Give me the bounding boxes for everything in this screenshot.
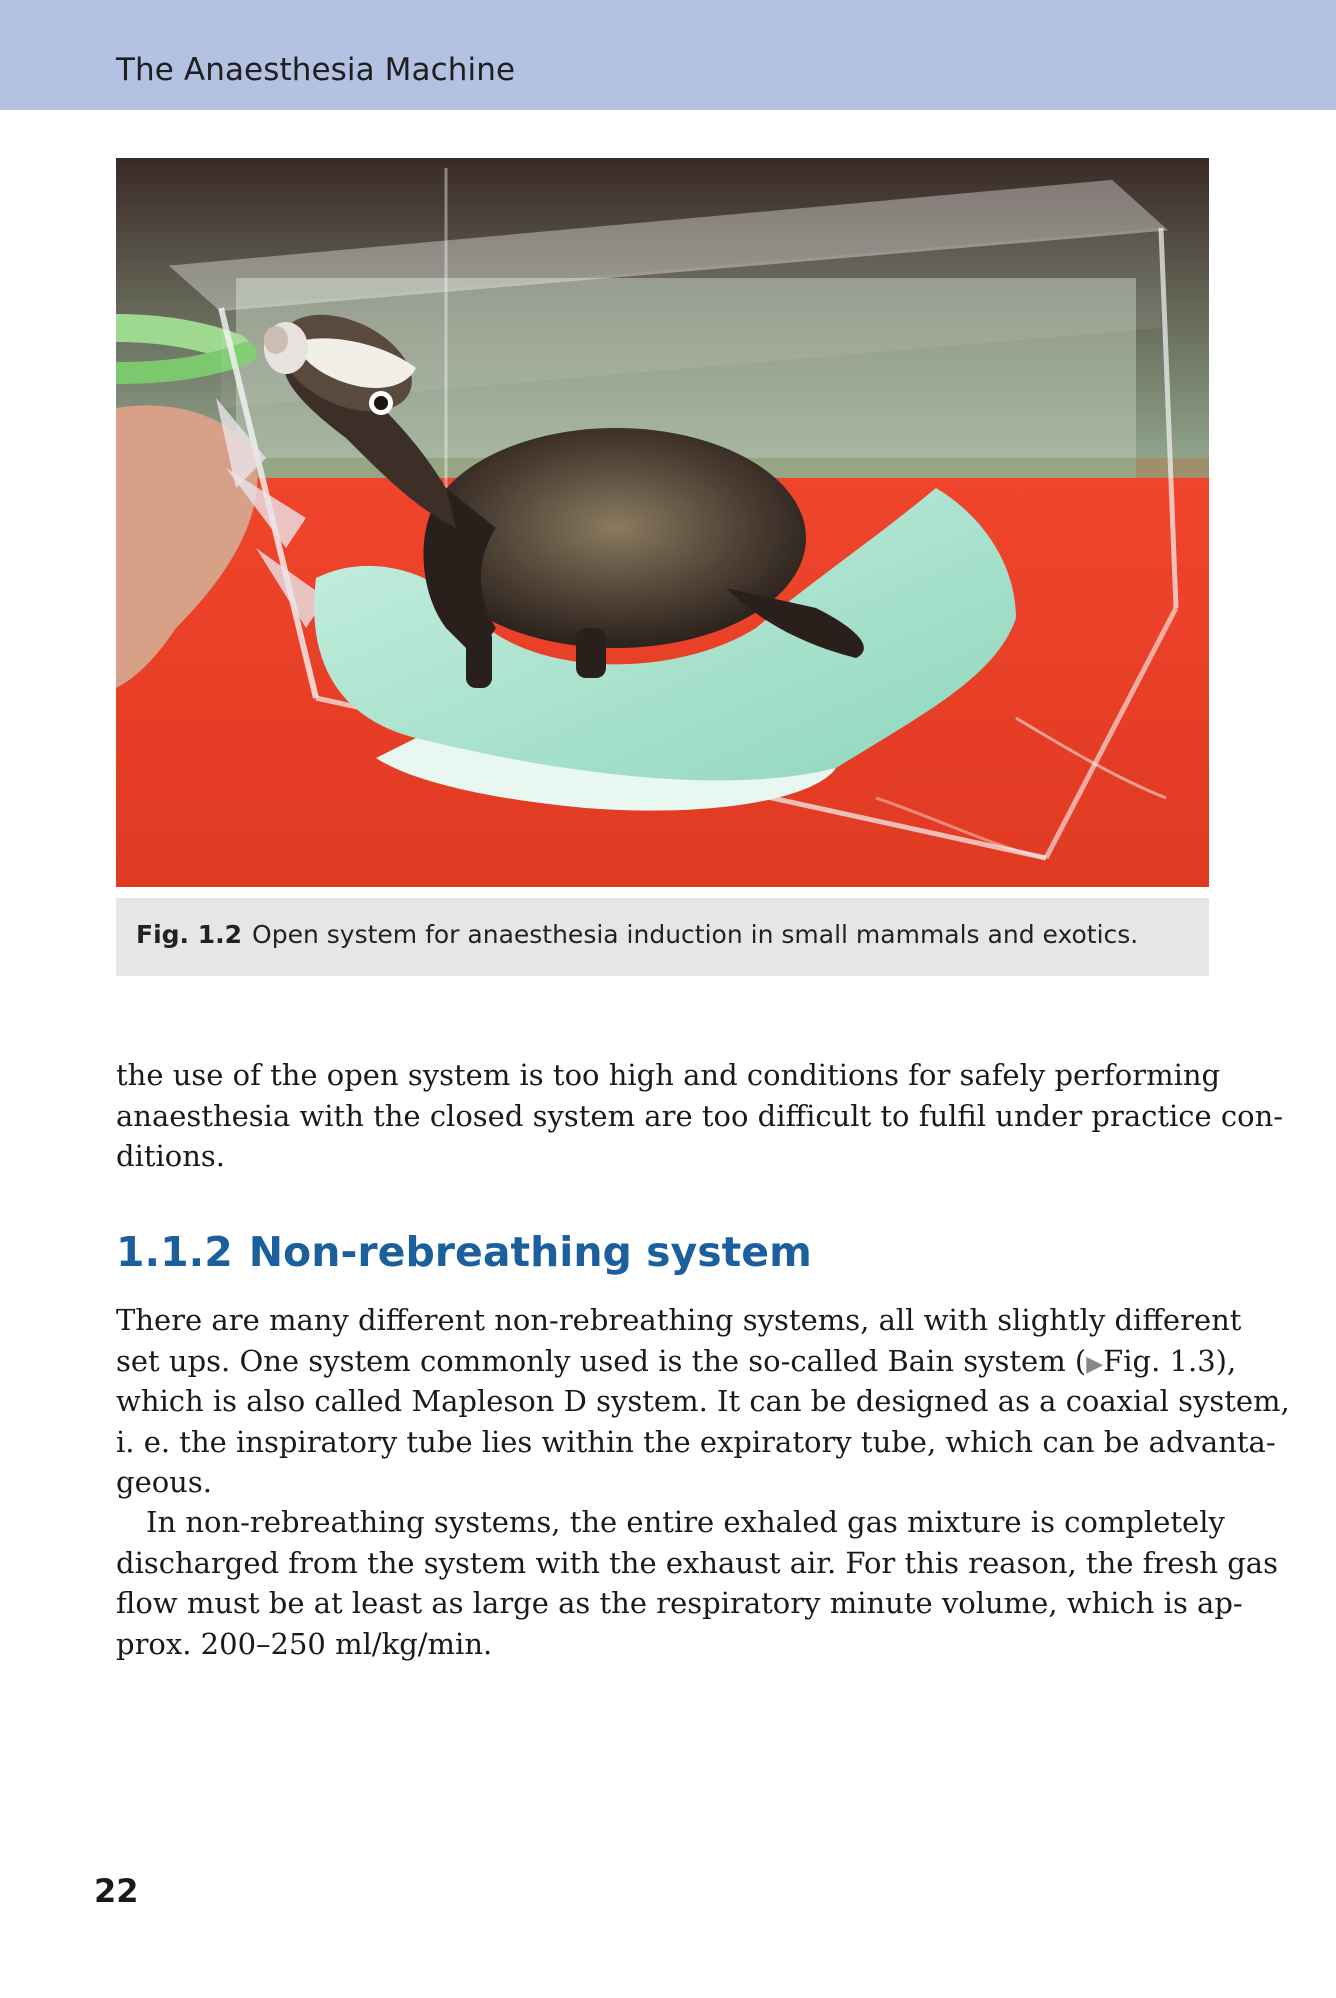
- figure-photo: [116, 158, 1209, 887]
- text-line: There are many different non-rebreathing systems, all with slightly different: [116, 1303, 1242, 1337]
- paragraph-fresh-gas-flow: [116, 1502, 1278, 1664]
- text-line: In non-rebreathing systems, the entire exhaled gas mixture is completely: [146, 1505, 1225, 1539]
- text-line: ditions.: [116, 1139, 226, 1173]
- text-line: the use of the open system is too high and conditions for safely performing: [116, 1058, 1221, 1092]
- cross-reference-arrow-icon: ▶: [1086, 1351, 1104, 1377]
- text-segment: set ups. One system commonly used is the so-called Bain system (: [116, 1343, 1087, 1378]
- running-header: [0, 0, 1336, 110]
- paragraph-bain-system: [116, 1300, 1290, 1503]
- section-number: 1.1.2: [116, 1228, 233, 1276]
- text-line: geous.: [116, 1465, 212, 1499]
- text-line-with-reference: [116, 1341, 1237, 1382]
- text-line: discharged from the system with the exhaust air. For this reason, the fresh gas: [116, 1545, 1278, 1580]
- figure-caption-body: Open system for anaesthesia induction in small mammals and exotics.: [252, 920, 1139, 949]
- figure-caption: [116, 898, 1209, 976]
- continued-paragraph: [116, 1055, 1284, 1177]
- text-line: flow must be at least as large as the respiratory minute volume, which is ap-: [116, 1586, 1243, 1620]
- text-line: prox. 200–250 ml/kg/min.: [116, 1626, 493, 1661]
- section-heading: [116, 1228, 812, 1276]
- figure-caption-text: [136, 920, 1138, 949]
- text-line: anaesthesia with the closed system are too difficult to fulfil under practice con-: [116, 1098, 1284, 1133]
- page-number: 22: [94, 1872, 139, 1910]
- figure-label: Fig. 1.2: [136, 920, 243, 949]
- ferret-in-acrylic-box-illustration: [116, 158, 1209, 887]
- text-line: which is also called Mapleson D system. It can be designed as a coaxial system,: [116, 1384, 1290, 1418]
- running-header-title: The Anaesthesia Machine: [116, 52, 516, 88]
- section-title: Non-rebreathing system: [248, 1228, 812, 1276]
- text-line: i. e. the inspiratory tube lies within the expiratory tube, which can be advanta-: [116, 1424, 1276, 1459]
- figure-reference-link[interactable]: Fig. 1.3),: [1103, 1343, 1237, 1378]
